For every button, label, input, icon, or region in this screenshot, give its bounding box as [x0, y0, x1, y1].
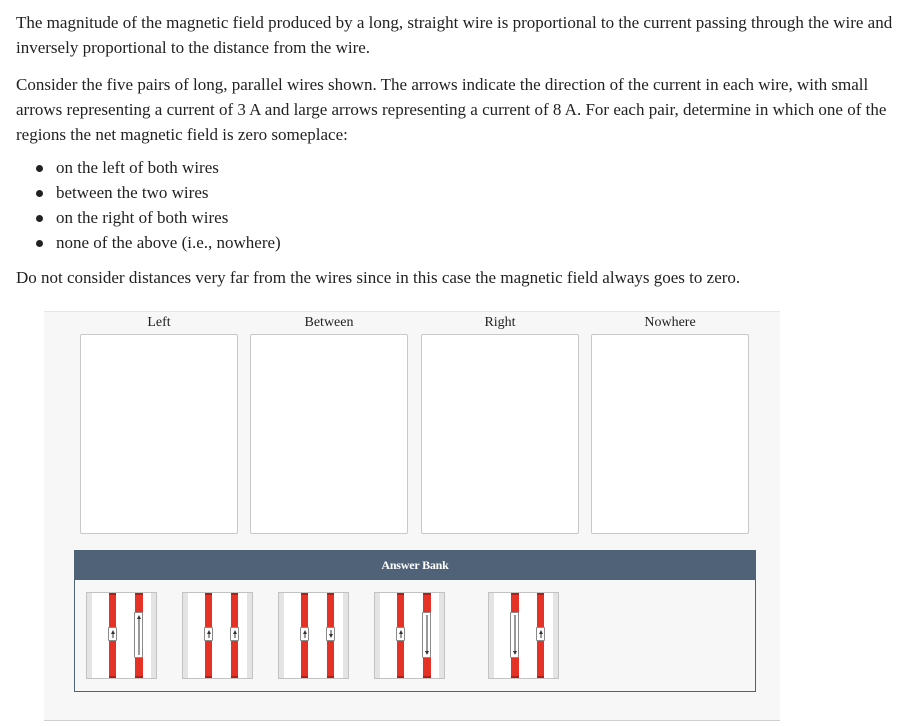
arrow-head	[233, 630, 237, 634]
option-nowhere: none of the above (i.e., nowhere)	[36, 230, 916, 255]
arrow-shaft	[426, 615, 427, 652]
wire-pair-card-2[interactable]	[182, 592, 253, 679]
wire-pair-card-4[interactable]	[374, 592, 445, 679]
drag-drop-widget	[44, 311, 780, 721]
arrow-head	[303, 630, 307, 634]
arrow-head	[329, 634, 333, 638]
current-up-arrow-icon	[536, 627, 545, 641]
arrow-head	[207, 630, 211, 634]
wire-pair-card-5[interactable]	[488, 592, 559, 679]
bin-label-right: Right	[484, 315, 516, 330]
answer-bank	[74, 550, 756, 692]
current-up-arrow-icon	[204, 627, 213, 641]
option-between: between the two wires	[36, 180, 916, 205]
answer-bank-title: Answer Bank	[75, 551, 755, 580]
arrow-shaft	[138, 618, 139, 655]
arrow-head	[111, 630, 115, 634]
current-up-arrow-icon	[230, 627, 239, 641]
note-paragraph: Do not consider distances very far from the wires since in this case the magnetic field always goes to zero.	[16, 268, 741, 287]
current-down-arrow-icon	[510, 612, 519, 658]
current-down-arrow-icon	[422, 612, 431, 658]
drop-bin-between[interactable]	[250, 334, 408, 534]
arrow-shaft	[514, 615, 515, 652]
wire-pair-card-3[interactable]	[278, 592, 349, 679]
current-up-arrow-icon	[108, 627, 117, 641]
bin-label-nowhere: Nowhere	[644, 315, 696, 330]
arrow-head	[513, 651, 517, 655]
region-options-list	[16, 155, 916, 255]
current-down-arrow-icon	[326, 627, 335, 641]
wire-pair-card-1[interactable]	[86, 592, 157, 679]
drop-bin-nowhere[interactable]	[591, 334, 749, 534]
current-up-arrow-icon	[396, 627, 405, 641]
drop-bin-left[interactable]	[80, 334, 238, 534]
arrow-head	[539, 630, 543, 634]
drop-bin-right[interactable]	[421, 334, 579, 534]
intro-paragraph: The magnitude of the magnetic field produced by a long, straight wire is proportional to the current passing through the wire and inversely proportional to the distance from the wire.	[16, 13, 893, 57]
option-right: on the right of both wires	[36, 205, 916, 230]
current-up-arrow-icon	[134, 612, 143, 658]
arrow-head	[399, 630, 403, 634]
bin-label-between: Between	[304, 315, 354, 330]
arrow-head	[137, 615, 141, 619]
instruction-paragraph: Consider the five pairs of long, parallel wires shown. The arrows indicate the direction of the current in each wire, with small arrows representing a current of 3 A and large arrows representing a current of 8 A. For each pair, determine in which one of the regions the net magnetic field is zero someplace:	[16, 75, 887, 144]
option-left: on the left of both wires	[36, 155, 916, 180]
bin-label-left: Left	[147, 315, 171, 330]
question-text	[16, 10, 916, 290]
arrow-head	[425, 651, 429, 655]
current-up-arrow-icon	[300, 627, 309, 641]
